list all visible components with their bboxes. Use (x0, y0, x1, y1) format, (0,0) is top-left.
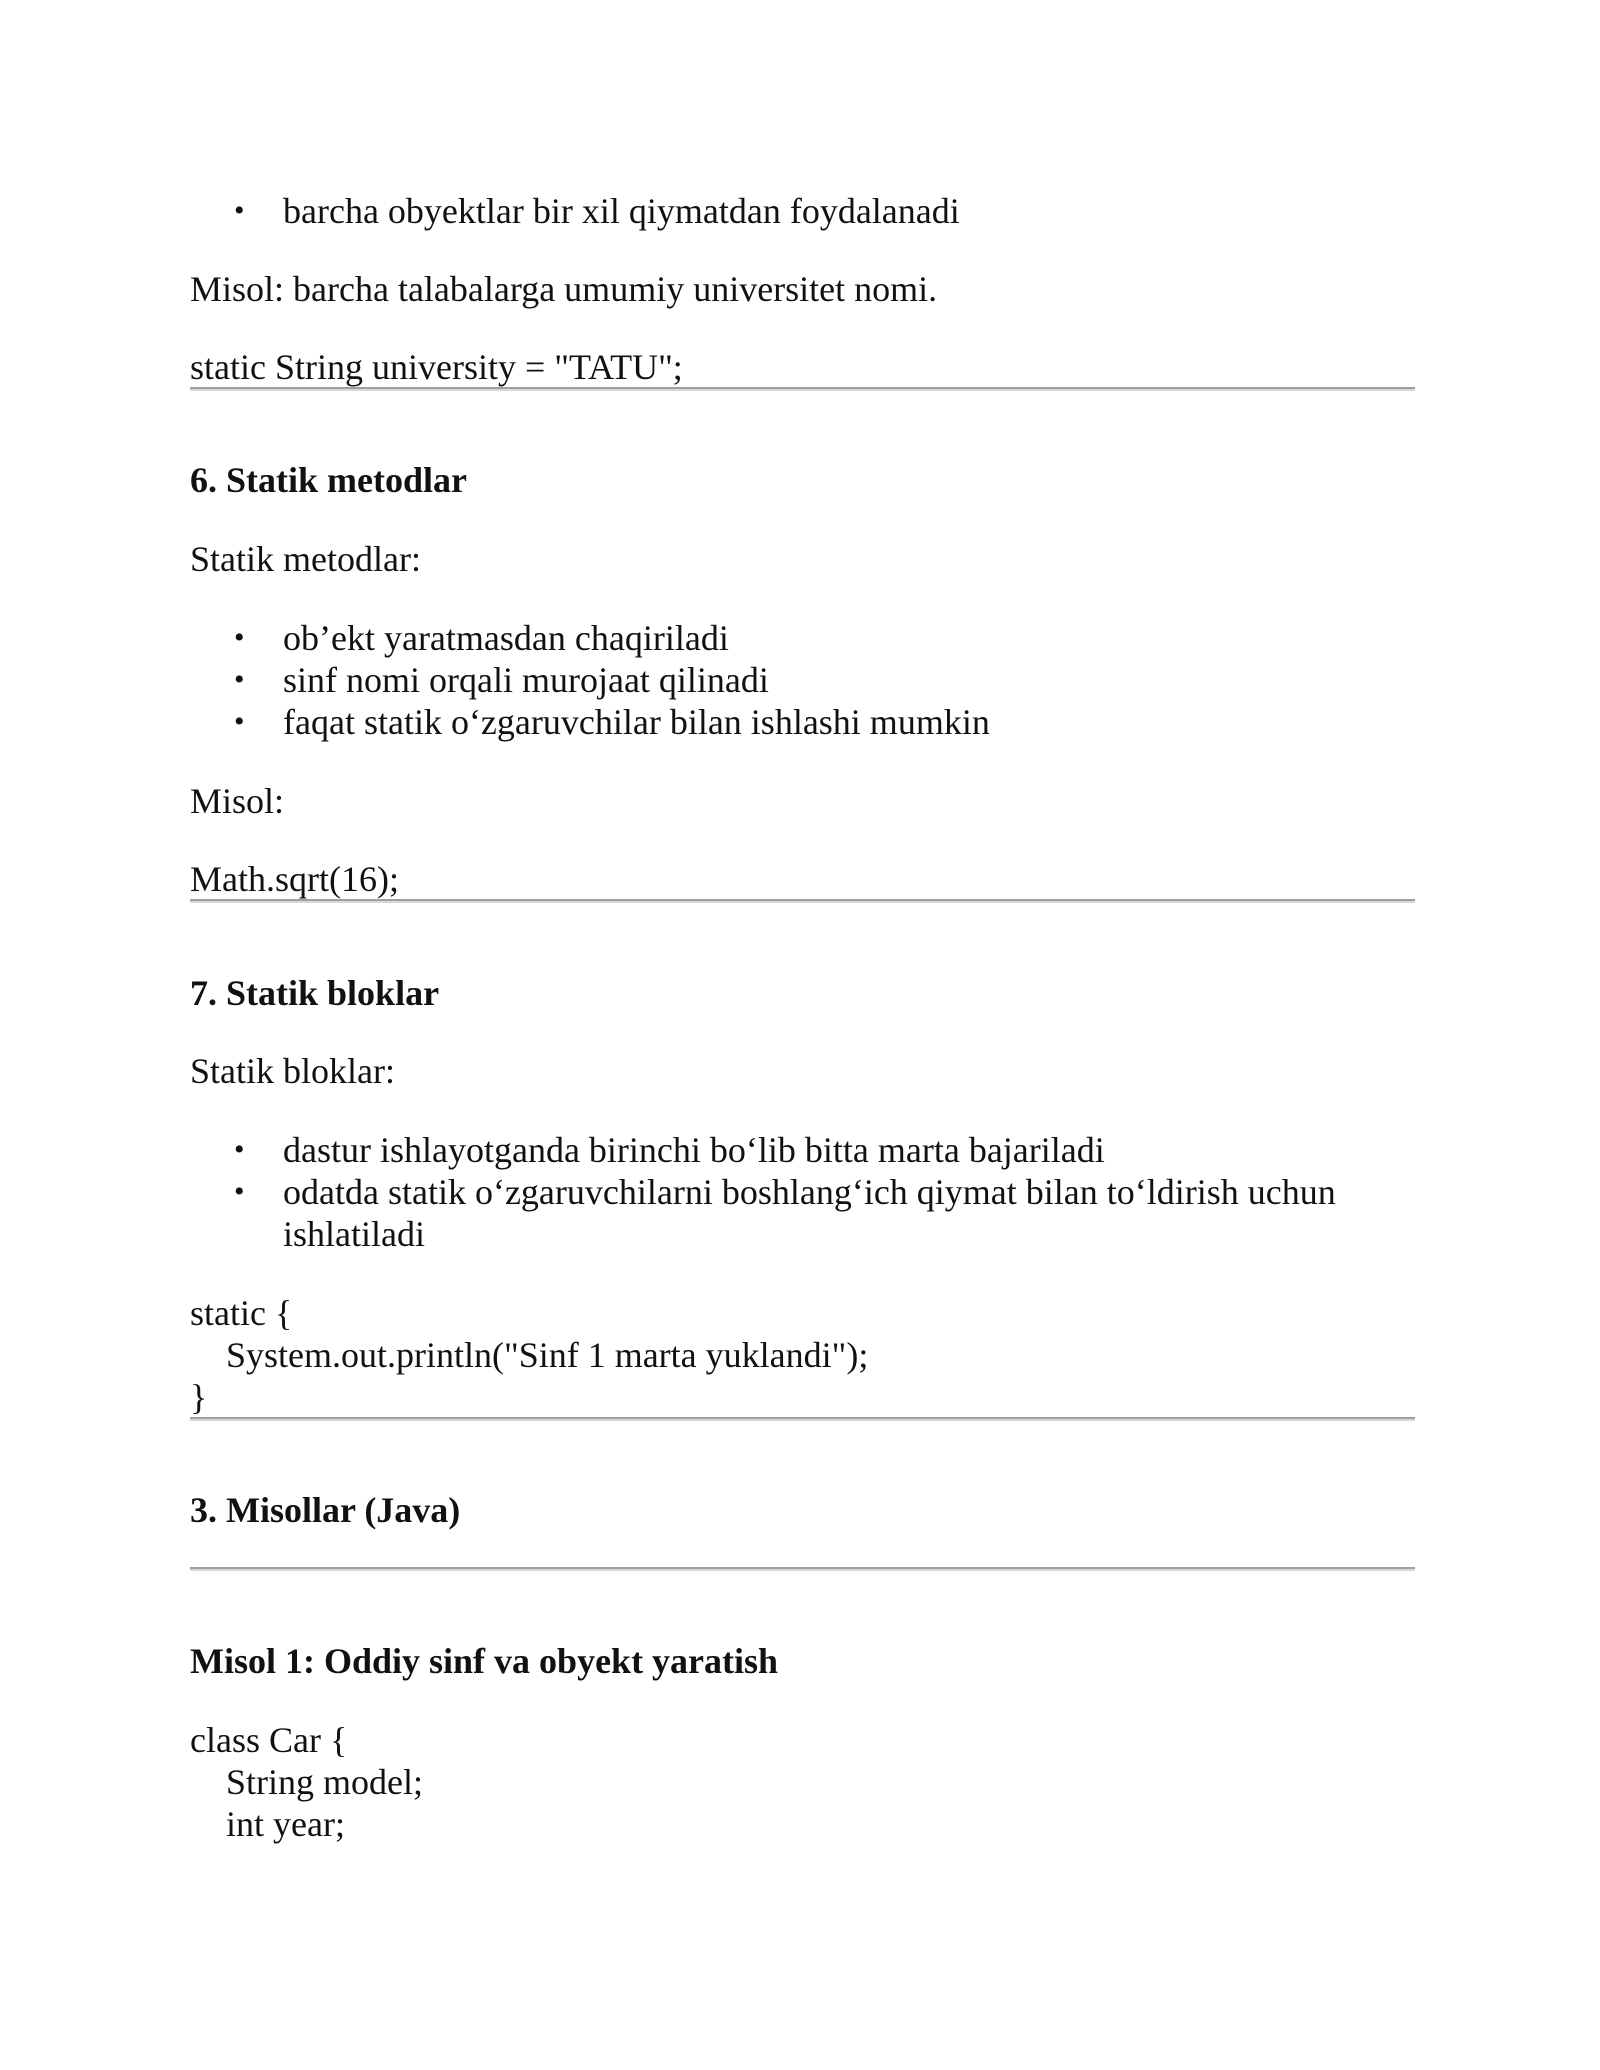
code-line: String model; (226, 1762, 423, 1802)
code-line: Math.sqrt(16); (190, 859, 399, 899)
code-line: int year; (226, 1804, 345, 1844)
bullet-icon: • (234, 705, 245, 738)
horizontal-rule (190, 387, 1415, 391)
bullet-icon: • (234, 663, 245, 696)
section-heading: 3. Misollar (Java) (190, 1490, 461, 1530)
bullet-icon: • (234, 194, 245, 227)
list-item-text: dastur ishlayotganda birinchi bo‘lib bitta marta bajariladi (283, 1130, 1105, 1170)
section-heading: 7. Statik bloklar (190, 973, 440, 1013)
bullet-icon: • (234, 1133, 245, 1166)
code-line: } (190, 1377, 208, 1417)
horizontal-rule (190, 1567, 1415, 1571)
horizontal-rule (190, 1417, 1415, 1421)
list-item-text: barcha obyektlar bir xil qiymatdan foydalanadi (283, 191, 960, 231)
section-intro: Statik metodlar: (190, 539, 421, 579)
example-label: Misol: (190, 781, 285, 821)
list-item-text: faqat statik o‘zgaruvchilar bilan ishlashi mumkin (283, 702, 990, 742)
example-label: Misol: barcha talabalarga umumiy universitet nomi. (190, 269, 938, 309)
list-item-text: sinf nomi orqali murojaat qilinadi (283, 660, 769, 700)
code-line: System.out.println("Sinf 1 marta yuklandi"); (226, 1335, 869, 1375)
horizontal-rule (190, 899, 1415, 903)
section-intro: Statik bloklar: (190, 1051, 395, 1091)
code-line: static String university = "TATU"; (190, 347, 683, 387)
list-item-text: ob’ekt yaratmasdan chaqiriladi (283, 618, 729, 658)
list-item-text: odatda statik o‘zgaruvchilarni boshlang‘ich qiymat bilan to‘ldirish uchun ishlatiladi (283, 1172, 1336, 1254)
bullet-icon: • (234, 621, 245, 654)
section-heading: 6. Statik metodlar (190, 460, 467, 500)
code-line: class Car { (190, 1720, 348, 1760)
code-line: static { (190, 1293, 293, 1333)
example-heading: Misol 1: Oddiy sinf va obyekt yaratish (190, 1641, 779, 1681)
bullet-icon: • (234, 1175, 245, 1208)
